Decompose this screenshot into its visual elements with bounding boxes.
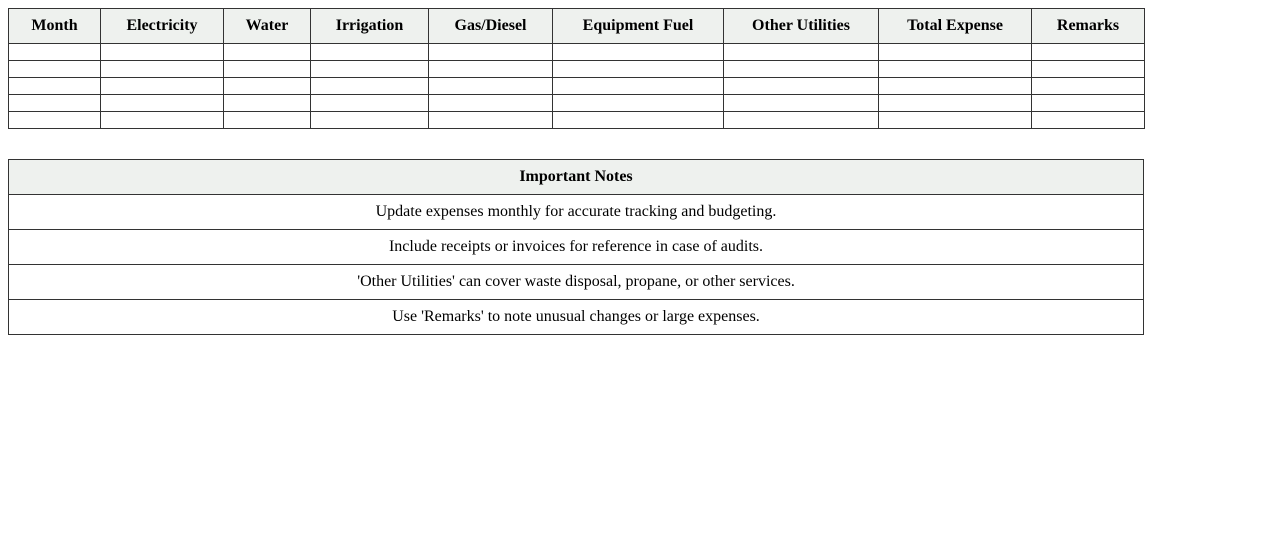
cell-gas-diesel[interactable] — [429, 61, 553, 78]
cell-total-expense[interactable] — [879, 44, 1032, 61]
column-header-electricity: Electricity — [101, 9, 224, 44]
cell-water[interactable] — [224, 61, 311, 78]
note-row — [9, 300, 1144, 335]
column-header-month: Month — [9, 9, 101, 44]
column-header-equipment-fuel: Equipment Fuel — [553, 9, 724, 44]
cell-remarks[interactable] — [1032, 61, 1145, 78]
note-row — [9, 230, 1144, 265]
cell-equipment-fuel[interactable] — [553, 61, 724, 78]
cell-equipment-fuel[interactable] — [553, 44, 724, 61]
expense-table — [8, 8, 1145, 129]
cell-irrigation[interactable] — [311, 44, 429, 61]
note-text: Update expenses monthly for accurate tracking and budgeting. — [9, 195, 1144, 230]
note-text: Include receipts or invoices for reference in case of audits. — [9, 230, 1144, 265]
cell-gas-diesel[interactable] — [429, 78, 553, 95]
cell-remarks[interactable] — [1032, 95, 1145, 112]
table-row — [9, 78, 1145, 95]
cell-other-utilities[interactable] — [724, 61, 879, 78]
cell-water[interactable] — [224, 44, 311, 61]
column-header-other-utilities: Other Utilities — [724, 9, 879, 44]
notes-table — [8, 159, 1144, 335]
column-header-remarks: Remarks — [1032, 9, 1145, 44]
table-row — [9, 95, 1145, 112]
cell-total-expense[interactable] — [879, 61, 1032, 78]
cell-month[interactable] — [9, 78, 101, 95]
cell-other-utilities[interactable] — [724, 112, 879, 129]
cell-total-expense[interactable] — [879, 95, 1032, 112]
cell-irrigation[interactable] — [311, 112, 429, 129]
column-header-water: Water — [224, 9, 311, 44]
notes-title: Important Notes — [9, 160, 1144, 195]
cell-gas-diesel[interactable] — [429, 95, 553, 112]
cell-water[interactable] — [224, 78, 311, 95]
cell-remarks[interactable] — [1032, 78, 1145, 95]
cell-month[interactable] — [9, 61, 101, 78]
cell-water[interactable] — [224, 95, 311, 112]
note-text: Use 'Remarks' to note unusual changes or large expenses. — [9, 300, 1144, 335]
cell-electricity[interactable] — [101, 44, 224, 61]
note-text: 'Other Utilities' can cover waste disposal, propane, or other services. — [9, 265, 1144, 300]
cell-other-utilities[interactable] — [724, 95, 879, 112]
header-row — [9, 9, 1145, 44]
cell-electricity[interactable] — [101, 61, 224, 78]
table-row — [9, 112, 1145, 129]
cell-other-utilities[interactable] — [724, 44, 879, 61]
cell-electricity[interactable] — [101, 78, 224, 95]
cell-month[interactable] — [9, 112, 101, 129]
cell-irrigation[interactable] — [311, 95, 429, 112]
cell-gas-diesel[interactable] — [429, 44, 553, 61]
column-header-total-expense: Total Expense — [879, 9, 1032, 44]
cell-remarks[interactable] — [1032, 112, 1145, 129]
cell-equipment-fuel[interactable] — [553, 95, 724, 112]
cell-electricity[interactable] — [101, 112, 224, 129]
cell-total-expense[interactable] — [879, 112, 1032, 129]
cell-gas-diesel[interactable] — [429, 112, 553, 129]
cell-other-utilities[interactable] — [724, 78, 879, 95]
cell-equipment-fuel[interactable] — [553, 78, 724, 95]
table-row — [9, 61, 1145, 78]
cell-equipment-fuel[interactable] — [553, 112, 724, 129]
cell-month[interactable] — [9, 44, 101, 61]
cell-total-expense[interactable] — [879, 78, 1032, 95]
table-row — [9, 44, 1145, 61]
cell-irrigation[interactable] — [311, 78, 429, 95]
cell-remarks[interactable] — [1032, 44, 1145, 61]
cell-water[interactable] — [224, 112, 311, 129]
cell-month[interactable] — [9, 95, 101, 112]
column-header-irrigation: Irrigation — [311, 9, 429, 44]
note-row — [9, 195, 1144, 230]
note-row — [9, 265, 1144, 300]
cell-electricity[interactable] — [101, 95, 224, 112]
column-header-gas-diesel: Gas/Diesel — [429, 9, 553, 44]
cell-irrigation[interactable] — [311, 61, 429, 78]
